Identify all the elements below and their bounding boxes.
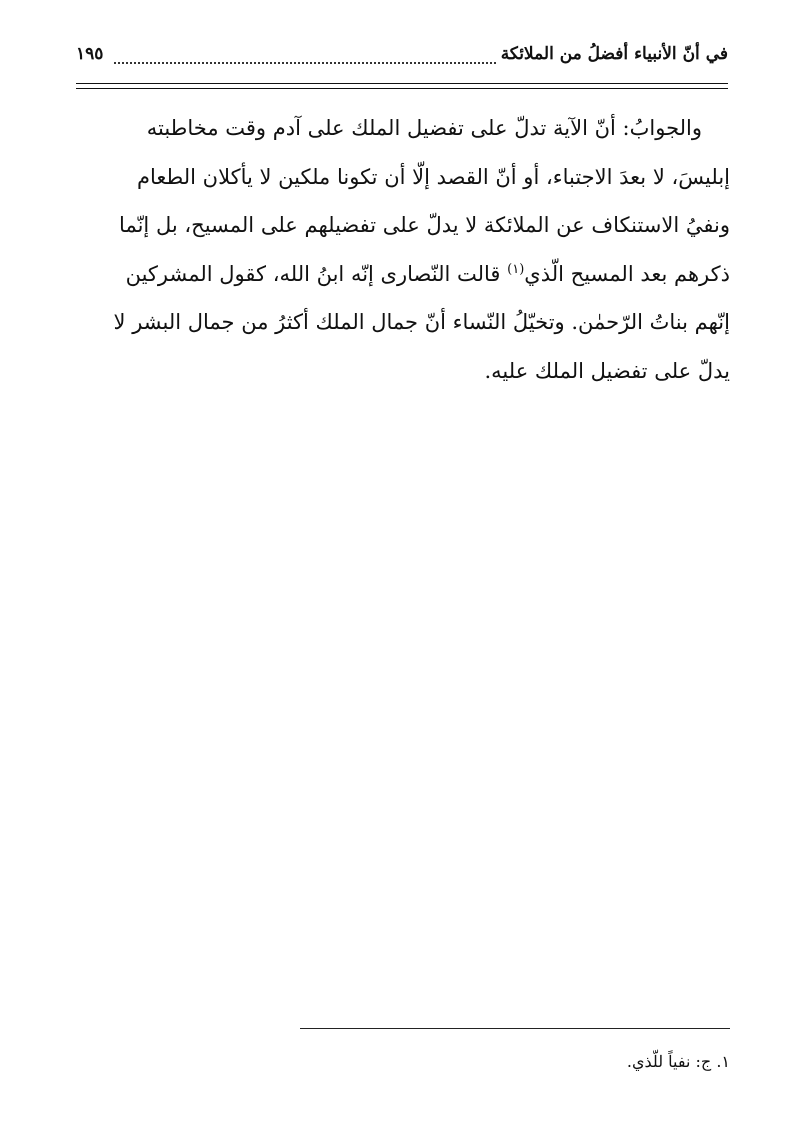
running-header <box>76 40 728 80</box>
footnote-reference[interactable]: (١) <box>507 261 525 277</box>
text-line-4 <box>74 250 730 299</box>
header-dot-leader <box>114 62 496 64</box>
page-number: ١٩٥ <box>76 44 104 64</box>
text-line-6: يدلّ على تفضيل الملك عليه. <box>484 358 730 383</box>
header-rule-top <box>76 83 728 84</box>
header-rule-bottom <box>76 88 728 89</box>
text-line-4-end: قالت النّصارى إنّه ابنُ الله، كقول المشركين <box>125 261 501 286</box>
footnote: ١. ج: نفياً للّذي. <box>626 1052 730 1071</box>
text-line-5: إنّهم بناتُ الرّحمٰن. وتخيّلُ النّساء أنّ جمال الملك أكثرُ من جمال البشر لا <box>113 310 730 334</box>
text-line-1: والجوابُ: أنّ الآية تدلّ على تفضيل الملك على آدم وقت مخاطبته <box>146 116 702 140</box>
running-header-title: في أنّ الأنبياء أفضلُ من الملائكة <box>495 44 728 64</box>
footnote-separator <box>300 1028 730 1029</box>
text-line-2: إبليسَ، لا بعدَ الاجتباء، أو أنّ القصد إلّا أن تكونا ملكين لا يأكلان الطعام <box>137 164 730 189</box>
text-line-4-start: ذكرهم بعد المسيح الّذي <box>524 261 730 286</box>
main-text <box>74 104 730 395</box>
text-line-3: ونفيُ الاستنكاف عن الملائكة لا يدلّ على تفضيلهم على المسيح، بل إنّما <box>119 213 730 237</box>
